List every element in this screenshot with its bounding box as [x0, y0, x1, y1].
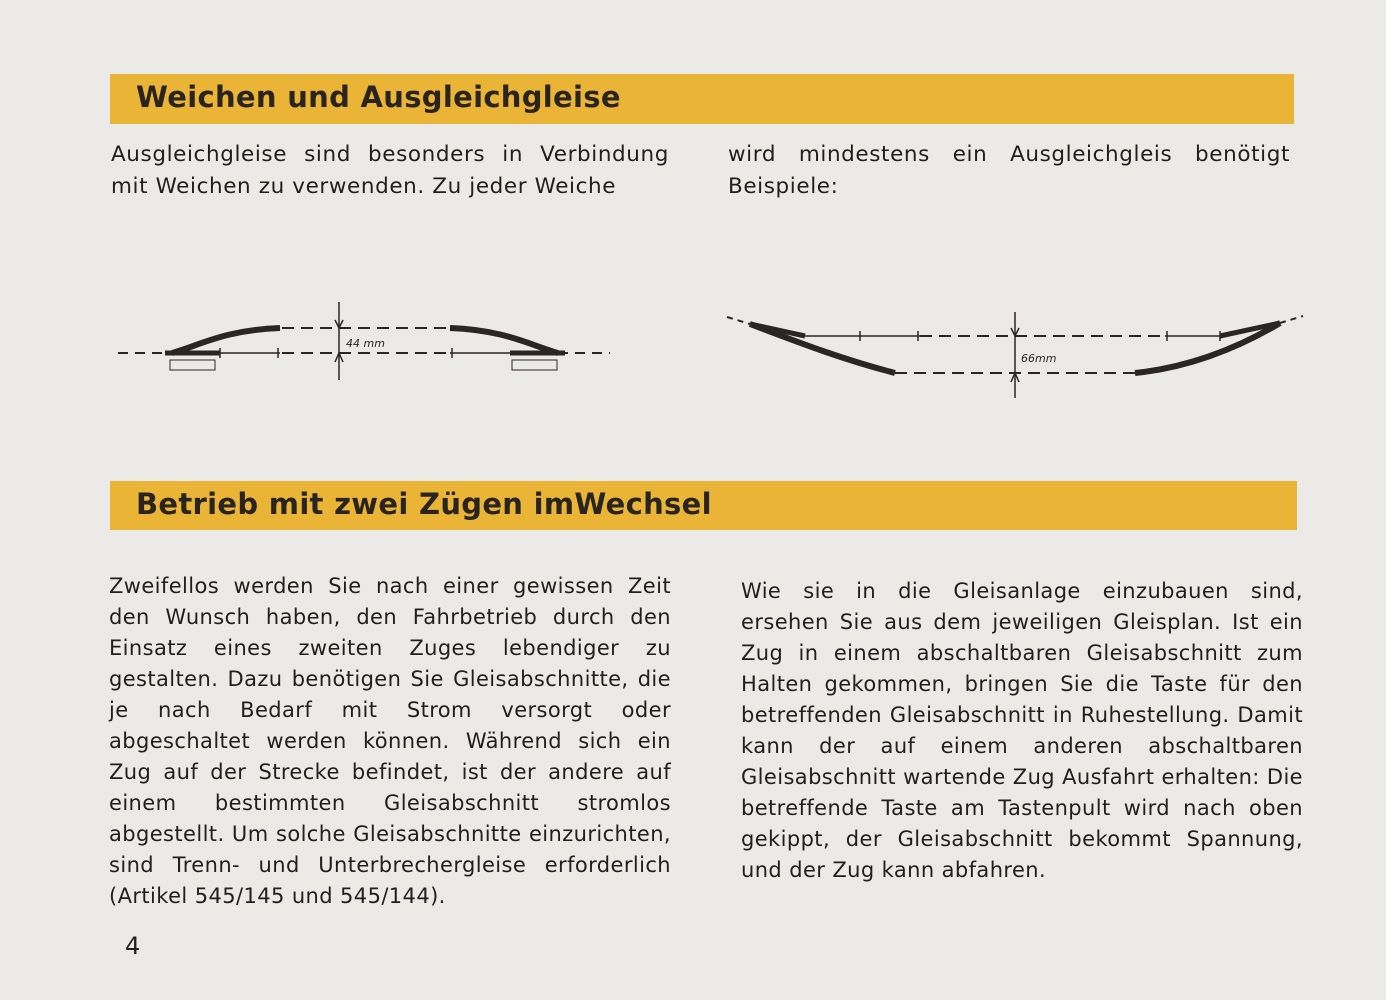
- diagram-label-44mm: 44 mm: [346, 337, 385, 350]
- section-title: Weichen und Ausgleichgleise: [136, 80, 621, 114]
- section-header-band-2: [110, 481, 1297, 530]
- section2-paragraph-right: Wie sie in die Gleisanlage einzubauen sind, ersehen Sie aus dem jeweiligen Gleisplan. Ist ein Zug in einem abschaltbaren Gleisabschnitt zum Halten gekommen, bringen Sie die Taste für den betreffenden Gleisabschnitt in Ruhestellung. Damit kann der auf einem anderen abschaltbaren Gleisabschnitt wartende Zug Ausfahrt erhalten: Die betreffende Taste am Tastenpult wird nach oben gekippt, der Gleisabschnitt bekommt Spannung, und der Zug kann abfahren.: [741, 579, 1303, 882]
- section1-paragraph-right: wird mindestens ein Ausgleichgleis benötigt Beispiele:: [728, 142, 1290, 199]
- section-header-band: [110, 74, 1294, 124]
- section-title-2: Betrieb mit zwei Zügen imWechsel: [136, 487, 712, 521]
- section2-paragraph-left: Zweifellos werden Sie nach einer gewissen Zeit den Wunsch haben, den Fahrbetrieb durch den Einsatz eines zweiten Zuges lebendiger zu gestalten. Dazu benötigen Sie Gleisabschnitte, die je nach Bedarf mit Strom versorgt oder abgeschaltet werden können. Während sich ein Zug auf der Strecke befindet, ist der andere auf einem bestimmten Gleisabschnitt stromlos abgestellt. Um solche Gleisabschnitte einzurichten, sind Trenn- und Unterbrechergleise erforderlich (Artikel 545/145 und 545/144).: [109, 574, 671, 908]
- section1-paragraph-left: Ausgleichgleise sind besonders in Verbindung mit Weichen zu verwenden. Zu jeder Weiche: [111, 142, 669, 199]
- page-number: 4: [125, 932, 141, 960]
- switch-diagram-44mm: [110, 290, 620, 400]
- diagram-label-66mm: 66mm: [1021, 352, 1057, 365]
- switch-diagram-66mm: [725, 300, 1305, 410]
